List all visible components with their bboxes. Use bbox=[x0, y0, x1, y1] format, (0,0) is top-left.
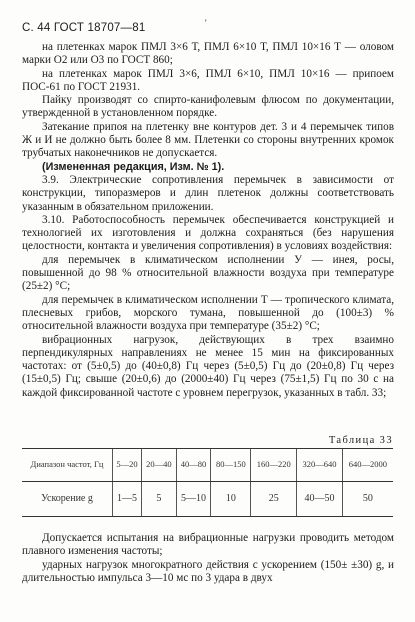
table-row bbox=[22, 482, 393, 517]
paragraph: Допускается испытания на вибрационные нагрузки проводить методом плавного изменения частоты; bbox=[22, 532, 394, 558]
table-caption: Таблица 33 bbox=[328, 435, 393, 446]
table-cell: 50 bbox=[342, 482, 393, 517]
table-cell: 25 bbox=[251, 482, 297, 517]
table-cell: 640—2000 bbox=[342, 449, 393, 482]
paragraph: ударных нагрузок многократного действия с ускорением (150± ±30) g, и длительностью импульса 3—10 мс по 3 удара в двух bbox=[22, 558, 394, 584]
corner-mark: ' bbox=[205, 18, 207, 28]
paragraph: Пайку производят со спирто-канифолевым флюсом по документации, утвержденной в установленном порядке. bbox=[22, 94, 394, 120]
table-row-label: Ускорение g bbox=[22, 482, 113, 517]
table-cell: 10 bbox=[211, 482, 251, 517]
paragraph: на плетенках марок ПМЛ 3×6 Т, ПМЛ 6×10 Т, ПМЛ 10×16 Т — оловом марки О2 или О3 по ГОСТ 860; bbox=[22, 41, 394, 67]
table-cell: 20—40 bbox=[142, 449, 177, 482]
table-row-label: Диапазон частот, Гц bbox=[22, 449, 113, 482]
table-cell: 40—50 bbox=[297, 482, 343, 517]
table-cell: 5—10 bbox=[176, 482, 211, 517]
body-text-bottom bbox=[22, 532, 394, 585]
paragraph: Затекание припоя на плетенку вне контуров дет. 3 и 4 перемычек типов Ж и И не должно быть более 8 мм. Плетенки со стороны внутренних кромок трубчатых наконечников не допускается. bbox=[22, 120, 394, 160]
table-cell: 320—640 bbox=[297, 449, 343, 482]
paragraph: вибрационных нагрузок, действующих в трех взаимно перпендикулярных направлениях не менее 15 мин на фиксированных частотах: от (5±0,5) до (40±0,8) Гц через (5±0,5) Гц до (20±0,8) Гц через (15±0,5) Гц; свыше (20±0,6) до (2000±40) Гц через (75±1,5) Гц по 30 с на каждой фиксированной частоте с уровнем перегрузок, указанных в табл. 33; bbox=[22, 333, 394, 399]
table-cell: 5—20 bbox=[113, 449, 142, 482]
table-cell: 40—80 bbox=[176, 449, 211, 482]
body-text-top bbox=[22, 41, 394, 400]
table-header-row bbox=[22, 449, 393, 482]
paragraph: для перемычек в климатическом исполнении Т — тропического климата, плесневых грибов, морского тумана, повышенной до (100±3) % относительной влажности воздуха при температуре (35±2) °С; bbox=[22, 293, 394, 333]
paragraph-3-10: 3.10. Работоспособность перемычек обеспечивается конструкцией и технологией их изготовления и должна сохраняться (без нарушения целостности, контакта и увеличения сопротивления) в условиях воздействия: bbox=[22, 213, 394, 253]
table-cell: 1—5 bbox=[113, 482, 142, 517]
amendment-note: (Измененная редакция, Изм. № 1). bbox=[42, 160, 225, 173]
table-cell: 160—220 bbox=[251, 449, 297, 482]
paragraph-3-9: 3.9. Электрические сопротивления перемычек в зависимости от конструкции, типоразмеров и длин плетенок должны соответствовать указанным в обязательном приложении. bbox=[22, 173, 394, 213]
paragraph: на плетенках марок ПМЛ 3×6, ПМЛ 6×10, ПМЛ 10×16 — припоем ПОС-61 по ГОСТ 21931. bbox=[22, 67, 394, 93]
table-cell: 5 bbox=[142, 482, 177, 517]
page-header: С. 44 ГОСТ 18707—81 bbox=[22, 22, 146, 34]
paragraph: для перемычек в климатическом исполнении У — инея, росы, повышенной до 98 % относительной влажности воздуха при температуре (25±2) °С; bbox=[22, 253, 394, 293]
vibration-table bbox=[22, 448, 393, 517]
table-cell: 80—150 bbox=[211, 449, 251, 482]
